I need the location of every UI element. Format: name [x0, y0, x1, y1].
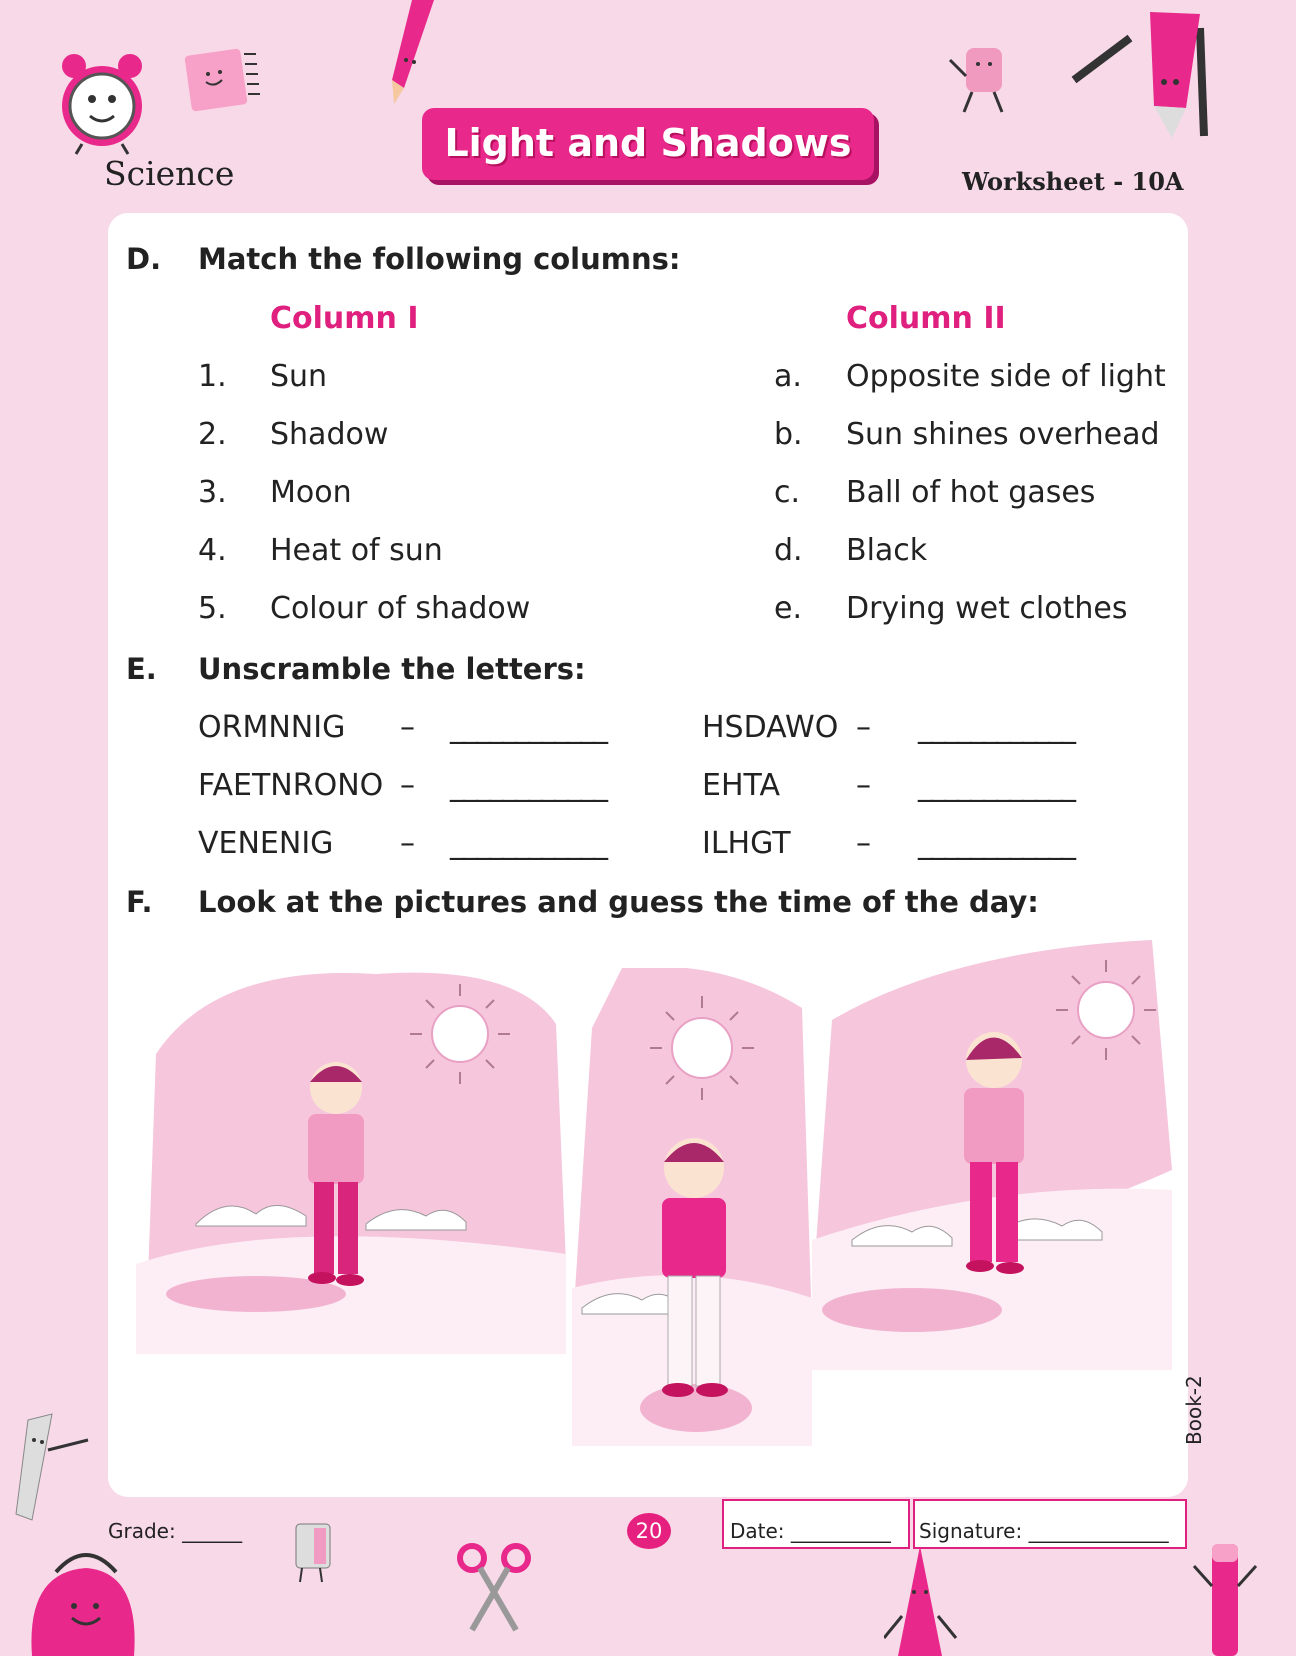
date-field[interactable]: Date: __________: [730, 1519, 891, 1543]
answer-blank[interactable]: ____________: [918, 768, 1074, 803]
answer-blank[interactable]: ____________: [918, 710, 1074, 745]
match-option: Ball of hot gases: [846, 475, 1096, 510]
match-item: Colour of shadow: [270, 591, 531, 626]
column-2-title: Column II: [846, 301, 1006, 336]
scissors-icon: [454, 1536, 534, 1636]
signature-box[interactable]: [913, 1499, 1187, 1549]
signature-field[interactable]: Signature: ______________: [919, 1519, 1169, 1543]
backpack-icon: [16, 1532, 146, 1656]
scrambled-word: HSDAWO: [702, 710, 839, 745]
picture-noon: [572, 968, 820, 1446]
match-letter: b.: [774, 417, 803, 452]
title-banner: [422, 108, 874, 180]
section-e-heading: Unscramble the letters:: [198, 652, 586, 686]
subject-label: Science: [104, 154, 235, 193]
dash: –: [856, 710, 871, 745]
match-num: 3.: [198, 475, 227, 510]
dash: –: [400, 768, 415, 803]
section-d-letter: D.: [126, 242, 162, 276]
match-item: Heat of sun: [270, 533, 443, 568]
date-box[interactable]: [722, 1499, 910, 1549]
match-num: 5.: [198, 591, 227, 626]
section-f-letter: F.: [126, 885, 153, 919]
match-item: Sun: [270, 359, 328, 394]
dash: –: [856, 826, 871, 861]
dash: –: [400, 826, 415, 861]
match-num: 4.: [198, 533, 227, 568]
scrambled-word: VENENIG: [198, 826, 334, 861]
grade-field[interactable]: Grade: ______: [108, 1519, 243, 1543]
match-option: Black: [846, 533, 928, 568]
notebook-icon: [174, 44, 264, 124]
picture-evening: [812, 940, 1180, 1370]
match-num: 2.: [198, 417, 227, 452]
scrambled-word: ILHGT: [702, 826, 791, 861]
crayon-character-icon: [884, 1546, 958, 1656]
match-letter: c.: [774, 475, 801, 510]
eraser-icon: [942, 40, 1022, 120]
book-label: Book-2: [1182, 1375, 1206, 1445]
answer-blank[interactable]: ____________: [450, 768, 606, 803]
column-1-title: Column I: [270, 301, 419, 336]
match-letter: e.: [774, 591, 802, 626]
worksheet-number: Worksheet - 10A: [962, 167, 1184, 196]
match-item: Moon: [270, 475, 352, 510]
sharpener-icon: [284, 1520, 344, 1586]
scrambled-word: FAETNRONO: [198, 768, 384, 803]
section-f-heading: Look at the pictures and guess the time of the day:: [198, 885, 1039, 919]
answer-blank[interactable]: ____________: [450, 710, 606, 745]
match-letter: a.: [774, 359, 802, 394]
marker-character-icon: [1190, 1536, 1260, 1656]
dash: –: [400, 710, 415, 745]
alarm-clock-icon: [52, 44, 152, 156]
section-e-letter: E.: [126, 652, 157, 686]
match-option: Opposite side of light: [846, 359, 1166, 394]
ruler-character-icon: [8, 1410, 92, 1530]
page-title: Light and Shadows: [444, 121, 852, 165]
dash: –: [856, 768, 871, 803]
answer-blank[interactable]: ____________: [918, 826, 1074, 861]
match-option: Sun shines overhead: [846, 417, 1160, 452]
picture-morning: [136, 964, 568, 1354]
big-pencil-icon: [1070, 8, 1230, 138]
answer-blank[interactable]: ____________: [450, 826, 606, 861]
scrambled-word: ORMNNIG: [198, 710, 346, 745]
pencil-icon: [382, 0, 442, 110]
match-num: 1.: [198, 359, 227, 394]
match-item: Shadow: [270, 417, 389, 452]
match-option: Drying wet clothes: [846, 591, 1128, 626]
section-d-heading: Match the following columns:: [198, 242, 681, 276]
page-number: 20: [627, 1513, 671, 1549]
match-letter: d.: [774, 533, 803, 568]
scrambled-word: EHTA: [702, 768, 781, 803]
